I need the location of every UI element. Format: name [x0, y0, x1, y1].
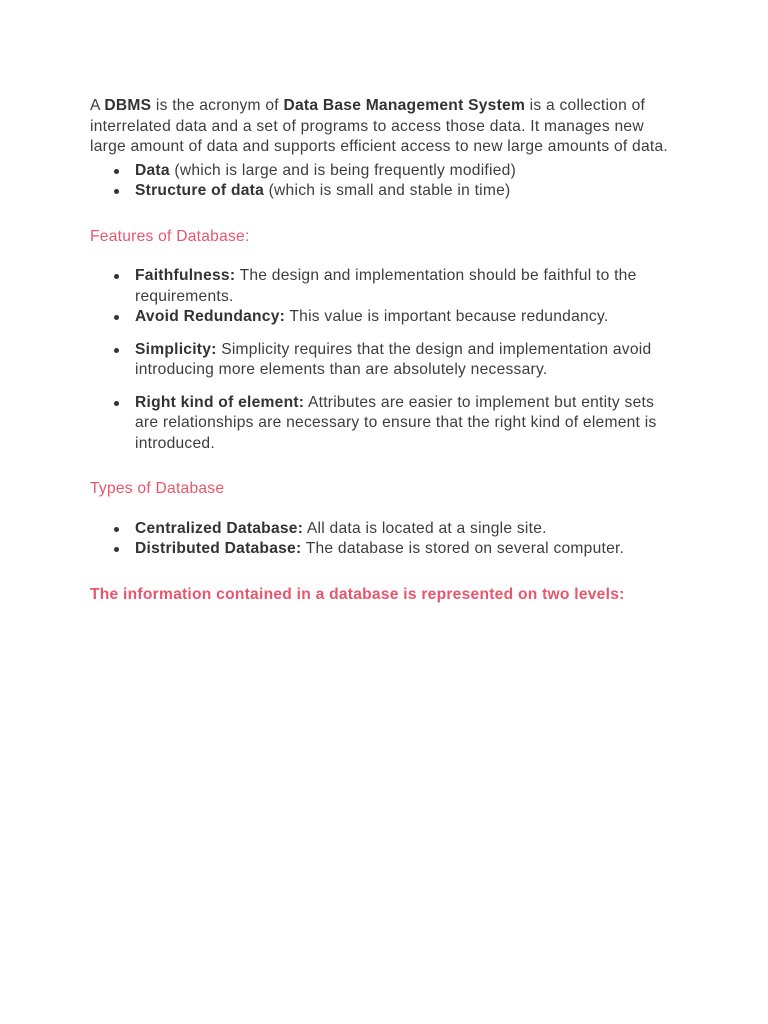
intro-suffix: is a collection of interrelated data and a set of programs to access those data. It manages new large amount of data and supports efficient access to new large amounts of data.	[90, 97, 668, 155]
intro-acronym: DBMS	[104, 97, 152, 114]
list-item-text: Simplicity requires that the design and implementation avoid introducing more elements than are absolutely necessary.	[135, 340, 652, 378]
intro-full-name: Data Base Management System	[283, 97, 526, 114]
list-item	[90, 266, 680, 307]
features-list	[90, 266, 680, 454]
list-item-text: (which is large and is being frequently modified)	[169, 161, 517, 179]
list-item-term: Data	[135, 161, 170, 179]
list-item-text: (which is small and stable in time)	[264, 182, 511, 199]
list-item-text: This value is important because redundancy.	[285, 308, 609, 325]
list-item-text: All data is located at a single site.	[303, 519, 547, 537]
list-item	[90, 307, 680, 328]
list-item-text: The design and implementation should be faithful to the requirements.	[135, 267, 637, 305]
list-item-term: Right kind of element:	[135, 393, 305, 411]
list-item-term: Centralized Database:	[135, 519, 304, 537]
list-item-term: Avoid Redundancy:	[135, 308, 286, 325]
intro-paragraph	[90, 96, 680, 158]
document-body	[90, 96, 680, 624]
list-item	[90, 340, 680, 381]
list-item	[90, 539, 680, 560]
intro-middle: is the acronym of	[151, 97, 284, 114]
types-heading: Types of Database	[90, 480, 225, 497]
intro-list	[90, 161, 680, 202]
info-heading: The information contained in a database is represented on two levels:	[90, 585, 625, 603]
list-item	[90, 519, 680, 540]
list-item-text: Attributes are easier to implement but entity sets are relationships are necessary to ensure that the right kind of element is introduced.	[135, 393, 657, 452]
features-heading: Features of Database:	[90, 227, 250, 245]
intro-prefix: A	[90, 97, 105, 114]
list-item-term: Simplicity:	[135, 340, 217, 358]
list-item-term: Structure of data	[135, 182, 265, 199]
list-item-term: Faithfulness:	[135, 267, 236, 284]
list-item	[90, 181, 680, 202]
list-item	[90, 161, 680, 182]
list-item	[90, 393, 680, 455]
types-list	[90, 519, 680, 560]
list-item-text: The database is stored on several computer.	[301, 540, 625, 557]
list-item-term: Distributed Database:	[135, 540, 302, 557]
